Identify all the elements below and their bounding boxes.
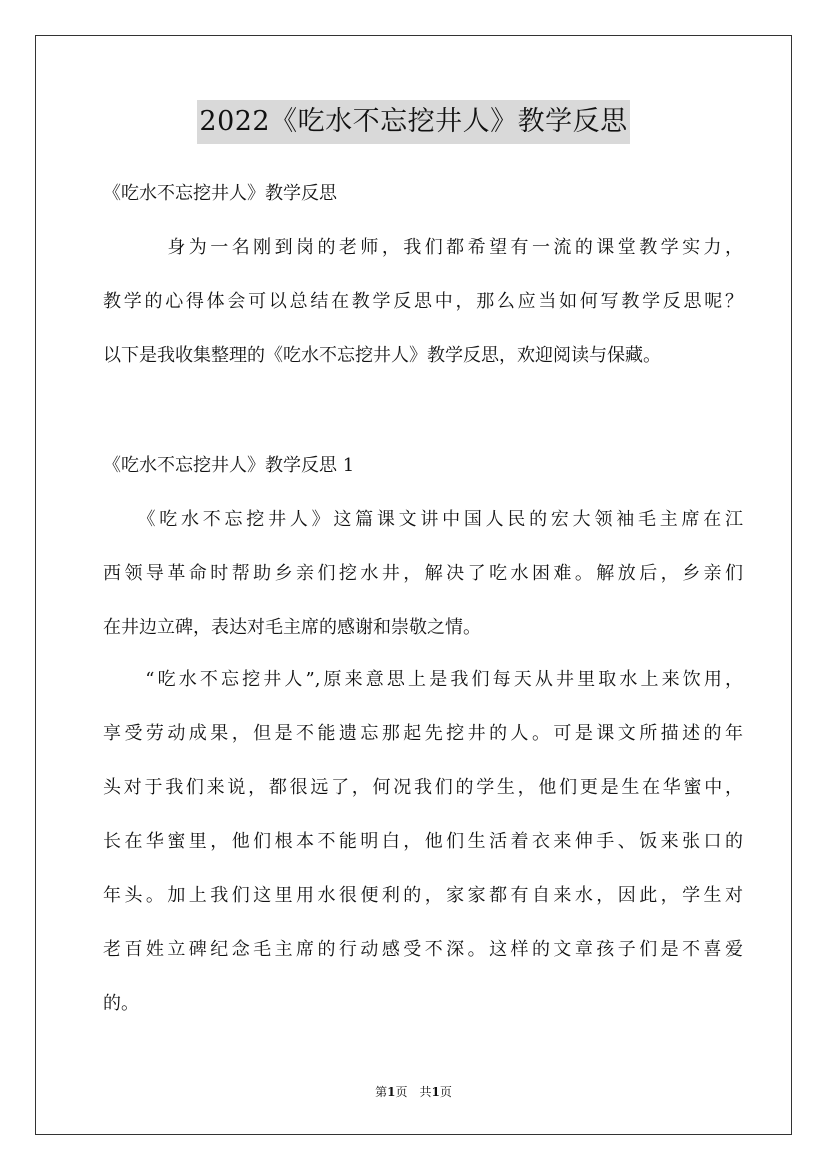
footer-suffix: 页: [439, 1085, 452, 1099]
intro-line: 教学的心得体会可以总结在教学反思中，那么应当如何写教学反思呢？: [103, 291, 743, 312]
document-title: 2022《吃水不忘挖井人》教学反思: [197, 100, 629, 144]
paragraph-line: 的。: [103, 993, 139, 1014]
paragraph-line: 头对于我们来说，都很远了，何况我们的学生，他们更是生在华蜜中，: [103, 777, 743, 798]
paragraph-2: [103, 653, 743, 1031]
intro-line: 身为一名刚到岗的老师，我们都希望有一流的课堂教学实力，: [103, 237, 743, 258]
intro-paragraph: [103, 221, 743, 383]
section-heading: 《吃水不忘挖井人》教学反思 1: [103, 455, 355, 476]
title-container: [0, 100, 827, 144]
paragraph-line: 在井边立碑，表达对毛主席的感谢和崇敬之情。: [103, 617, 481, 638]
intro-line: 以下是我收集整理的《吃水不忘挖井人》教学反思，欢迎阅读与保藏。: [103, 345, 661, 366]
paragraph-line: 长在华蜜里，他们根本不能明白，他们生活着衣来伸手、饭来张口的: [103, 831, 743, 852]
footer-prefix: 第: [375, 1085, 388, 1099]
footer-page-current: 1: [387, 1085, 396, 1099]
paragraph-line: “吃水不忘挖井人”,原来意思上是我们每天从井里取水上来饮用，: [103, 669, 743, 690]
paragraph-1: [103, 493, 743, 655]
paragraph-line: 西领导革命时帮助乡亲们挖水井，解决了吃水困难。解放后，乡亲们: [103, 563, 743, 584]
footer-page-total: 1: [431, 1085, 440, 1099]
page-footer: [0, 1084, 827, 1100]
paragraph-line: 年头。加上我们这里用水很便利的，家家都有自来水，因此，学生对: [103, 885, 743, 906]
paragraph-line: 老百姓立碑纪念毛主席的行动感受不深。这样的文章孩子们是不喜爱: [103, 939, 743, 960]
footer-mid: 页 共: [395, 1085, 432, 1099]
paragraph-line: 《吃水不忘挖井人》这篇课文讲中国人民的宏大领袖毛主席在江: [103, 509, 743, 530]
document-subtitle: 《吃水不忘挖井人》教学反思: [103, 183, 337, 204]
paragraph-line: 享受劳动成果，但是不能遗忘那起先挖井的人。可是课文所描述的年: [103, 723, 743, 744]
